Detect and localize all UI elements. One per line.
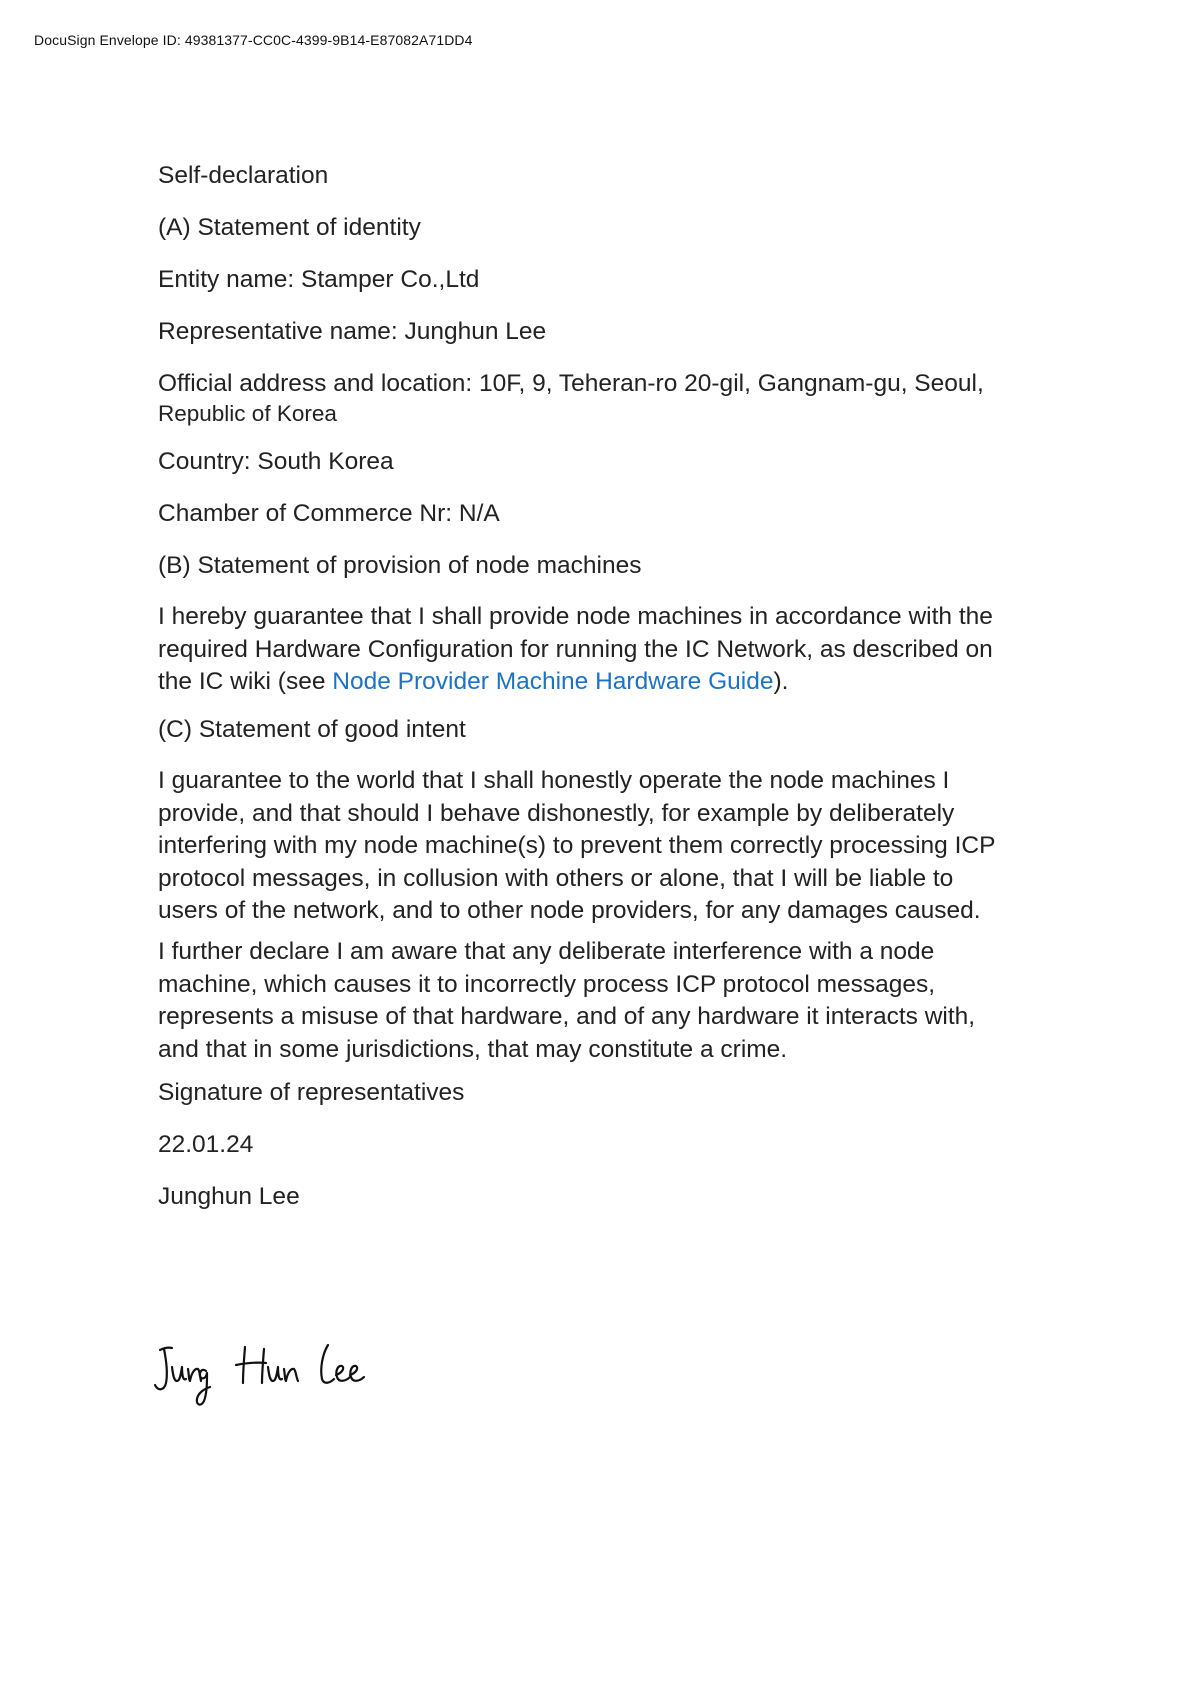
- address-line-2: Republic of Korea: [158, 400, 337, 426]
- paragraph-line: I guarantee to the world that I shall honestly operate the node machines I: [158, 767, 950, 794]
- hardware-guide-link[interactable]: Node Provider Machine Hardware Guide: [332, 668, 774, 695]
- country: Country: South Korea: [158, 448, 394, 475]
- handwritten-signature: [150, 1335, 400, 1415]
- paragraph-line: represents a misuse of that hardware, and of any hardware it interacts with,: [158, 1003, 976, 1030]
- docusign-envelope-id: DocuSign Envelope ID: 49381377-CC0C-4399-9B14-E87082A71DD4: [34, 32, 473, 48]
- section-b-line-3-before: the IC wiki (see: [158, 668, 333, 695]
- section-b-line-3-after: ).: [773, 668, 789, 695]
- section-b-line-1: I hereby guarantee that I shall provide node machines in accordance with the: [158, 603, 993, 630]
- paragraph-line: machine, which causes it to incorrectly process ICP protocol messages,: [158, 970, 936, 998]
- paragraph-line: protocol messages, in collusion with others or alone, that I will be liable to: [158, 864, 954, 892]
- section-c-heading: (C) Statement of good intent: [158, 716, 466, 743]
- section-b-line-2: required Hardware Configuration for running the IC Network, as described on: [158, 635, 993, 663]
- signatory-name: Junghun Lee: [158, 1183, 300, 1210]
- paragraph-line: provide, and that should I behave dishonestly, for example by deliberately: [158, 799, 955, 827]
- official-address: [158, 368, 1078, 427]
- section-a-heading: (A) Statement of identity: [158, 214, 421, 241]
- section-b-heading: (B) Statement of provision of node machines: [158, 552, 642, 579]
- address-line-1: Official address and location: 10F, 9, Teheran-ro 20-gil, Gangnam-gu, Seoul,: [158, 370, 984, 397]
- signature-label: Signature of representatives: [158, 1079, 465, 1106]
- document-title: Self-declaration: [158, 162, 329, 189]
- paragraph-line: I further declare I am aware that any deliberate interference with a node: [158, 938, 935, 965]
- representative-name: Representative name: Junghun Lee: [158, 318, 547, 345]
- good-intent-paragraph-2: [158, 936, 1078, 1066]
- chamber-of-commerce: Chamber of Commerce Nr: N/A: [158, 500, 500, 527]
- section-b-line-3: [158, 666, 1078, 699]
- section-b-paragraph: [158, 601, 1078, 699]
- good-intent-paragraph-1: [158, 765, 1078, 928]
- signature-date: 22.01.24: [158, 1131, 254, 1158]
- paragraph-line: interfering with my node machine(s) to prevent them correctly processing ICP: [158, 832, 996, 859]
- entity-name: Entity name: Stamper Co.,Ltd: [158, 266, 480, 293]
- paragraph-line: and that in some jurisdictions, that may constitute a crime.: [158, 1035, 788, 1063]
- paragraph-line: users of the network, and to other node providers, for any damages caused.: [158, 897, 981, 924]
